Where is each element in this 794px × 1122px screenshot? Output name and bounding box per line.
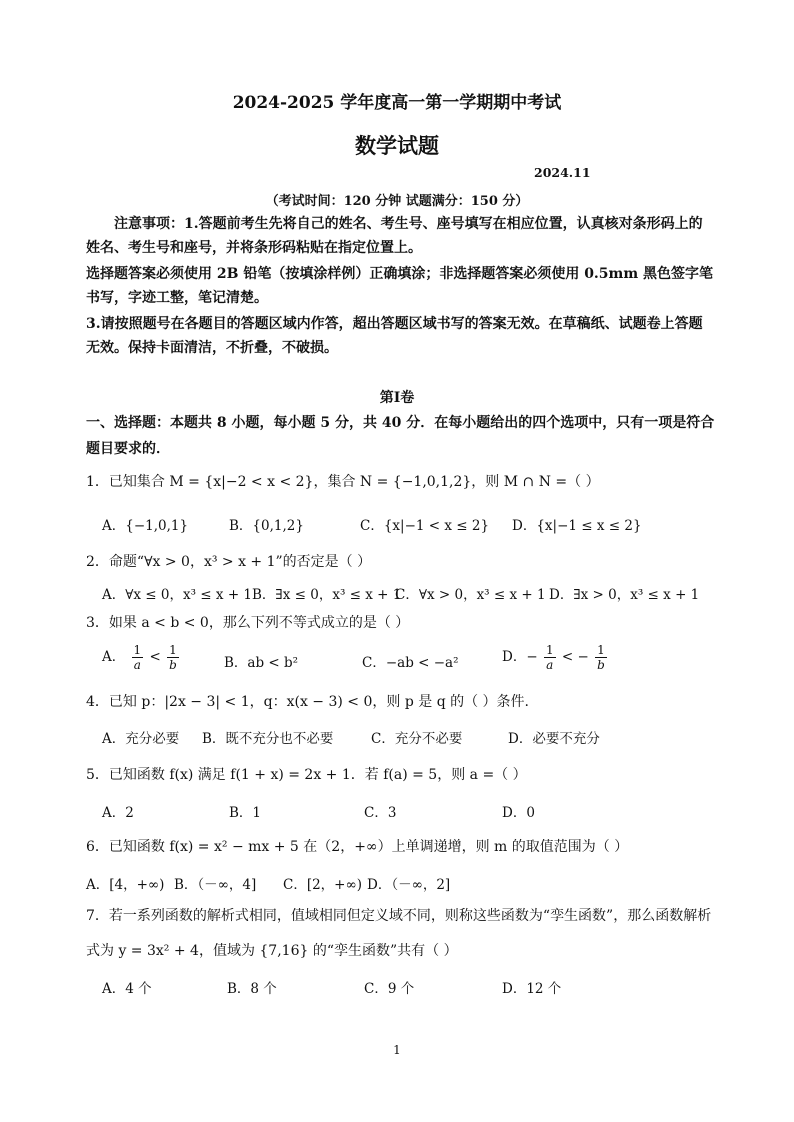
question-6-option-b: B．（－∞，4] [174, 877, 257, 893]
minus-sign: − [577, 649, 589, 665]
fraction-numerator: 1 [597, 643, 605, 657]
question-2-option-d: D．∃x > 0，x³ ≤ x + 1 [549, 587, 700, 603]
fraction-numerator: 1 [133, 643, 142, 657]
question-6-option-d: D．（－∞，2] [367, 877, 451, 893]
question-1-option-d: D．{x|−1 ≤ x ≤ 2} [512, 518, 642, 534]
fraction-numerator: 1 [545, 643, 554, 657]
fraction-1-over-b [595, 643, 607, 672]
question-3-option-b: B．ab < b² [224, 655, 299, 671]
question-4-option-b: B．既不充分也不必要 [202, 731, 334, 747]
section-title: 一、选择题：本题共 8 小题，每小题 5 分，共 40 分．在每小题给出的四个选项中，只有一项是符合题目要求的． [86, 415, 715, 457]
question-4-option-d: D．必要不充分 [508, 731, 600, 747]
notice-2: 选择题答案必须使用 2B 铅笔（按填涂样例）正确填涂；非选择题答案必须使用 0.5mm 黑色签字笔书写，字迹工整，笔记清楚。 [86, 266, 714, 306]
question-3-stem: 3．如果 a < b < 0，那么下列不等式成立的是（ ） [86, 615, 410, 631]
question-2-option-c: C．∀x > 0，x³ ≤ x + 1 [395, 587, 546, 603]
fraction-denominator: a [133, 658, 141, 672]
fraction-numerator: 1 [169, 643, 177, 657]
question-1-stem: 1．已知集合 M = {x|−2 < x < 2}，集合 N = {−1,0,1,2}，则 M ∩ N =（ ） [86, 474, 600, 490]
fraction-1-over-a [132, 643, 144, 672]
question-4-option-a: A．充分必要 [102, 731, 180, 747]
option-a-label: A． [102, 649, 126, 665]
fraction-denominator: a [546, 658, 554, 672]
less-than-sign: < [561, 649, 574, 665]
question-2-option-a: A．∀x ≤ 0，x³ ≤ x + 1 [102, 587, 253, 603]
question-7-option-a: A．4 个 [102, 981, 152, 997]
notice-1: 注意事项：1.答题前考生先将自己的姓名、考生号、座号填写在相应位置，认真核对条形码上的姓名、考生号和座号，并将条形码粘贴在指定位置上。 [86, 216, 703, 256]
fraction-denominator: b [597, 658, 605, 672]
question-4-stem: 4．已知 p：|2x − 3| < 1，q：x(x − 3) < 0，则 p 是 q 的（ ）条件. [86, 694, 530, 710]
question-5-option-a: A．2 [102, 805, 134, 821]
question-5-stem: 5．已知函数 f(x) 满足 f(1 + x) = 2x + 1．若 f(a) = 5，则 a =（ ） [86, 767, 527, 783]
page-number: 1 [393, 1043, 401, 1057]
question-3-option-a [102, 643, 181, 672]
question-2-option-b: B．∃x ≤ 0，x³ ≤ x + 1 [252, 587, 402, 603]
question-7-stem-line-2: 式为 y = 3x² + 4，值域为 {7,16} 的“孪生函数”共有（ ） [86, 943, 458, 959]
question-5-option-b: B．1 [229, 805, 262, 821]
question-7-option-c: C．9 个 [364, 981, 415, 997]
question-7-option-d: D．12 个 [502, 981, 562, 997]
question-3-option-c: C．−ab < −a² [362, 655, 459, 671]
less-than-sign: < [149, 649, 161, 665]
question-7-stem-line-1: 7．若一系列函数的解析式相同，值域相同但定义域不同，则称这些函数为“孪生函数”，那么函数解析 [86, 908, 712, 924]
question-2-stem: 2．命题“∀x > 0，x³ > x + 1”的否定是（ ） [86, 554, 372, 570]
question-6-stem: 6．已知函数 f(x) = x² − mx + 5 在（2，+∞）上单调递增，则 m 的取值范围为（ ） [86, 839, 629, 855]
question-5-option-c: C．3 [364, 805, 397, 821]
option-d-label: D．− [502, 649, 538, 665]
question-1-option-a: A．{−1,0,1} [102, 518, 189, 534]
question-5-option-d: D．0 [502, 805, 535, 821]
exam-subtitle: 数学试题 [355, 133, 439, 158]
exam-date: 2024.11 [534, 165, 591, 180]
exam-info: （考试时间：120 分钟 试题满分：150 分） [265, 194, 529, 209]
fraction-denominator: b [169, 658, 177, 672]
question-4-option-c: C．充分不必要 [371, 731, 463, 747]
question-6-option-a: A．[4，+∞) [86, 877, 165, 893]
question-3-option-d [502, 643, 609, 672]
exam-title: 2024-2025 学年度高一第一学期期中考试 [232, 93, 562, 113]
fraction-1-over-a [544, 643, 556, 672]
question-1-option-b: B．{0,1,2} [229, 518, 304, 534]
question-7-option-b: B．8 个 [227, 981, 277, 997]
fraction-1-over-b [167, 643, 179, 672]
question-6-option-c: C．[2，+∞) [283, 877, 363, 893]
question-1-option-c: C．{x|−1 < x ≤ 2} [360, 518, 490, 534]
notice-3: 3.请按照题号在各题目的答题区域内作答，超出答题区域书写的答案无效。在草稿纸、试题卷上答题无效。保持卡面清洁，不折叠，不破损。 [86, 316, 703, 356]
part-title: 第Ⅰ卷 [379, 390, 415, 406]
